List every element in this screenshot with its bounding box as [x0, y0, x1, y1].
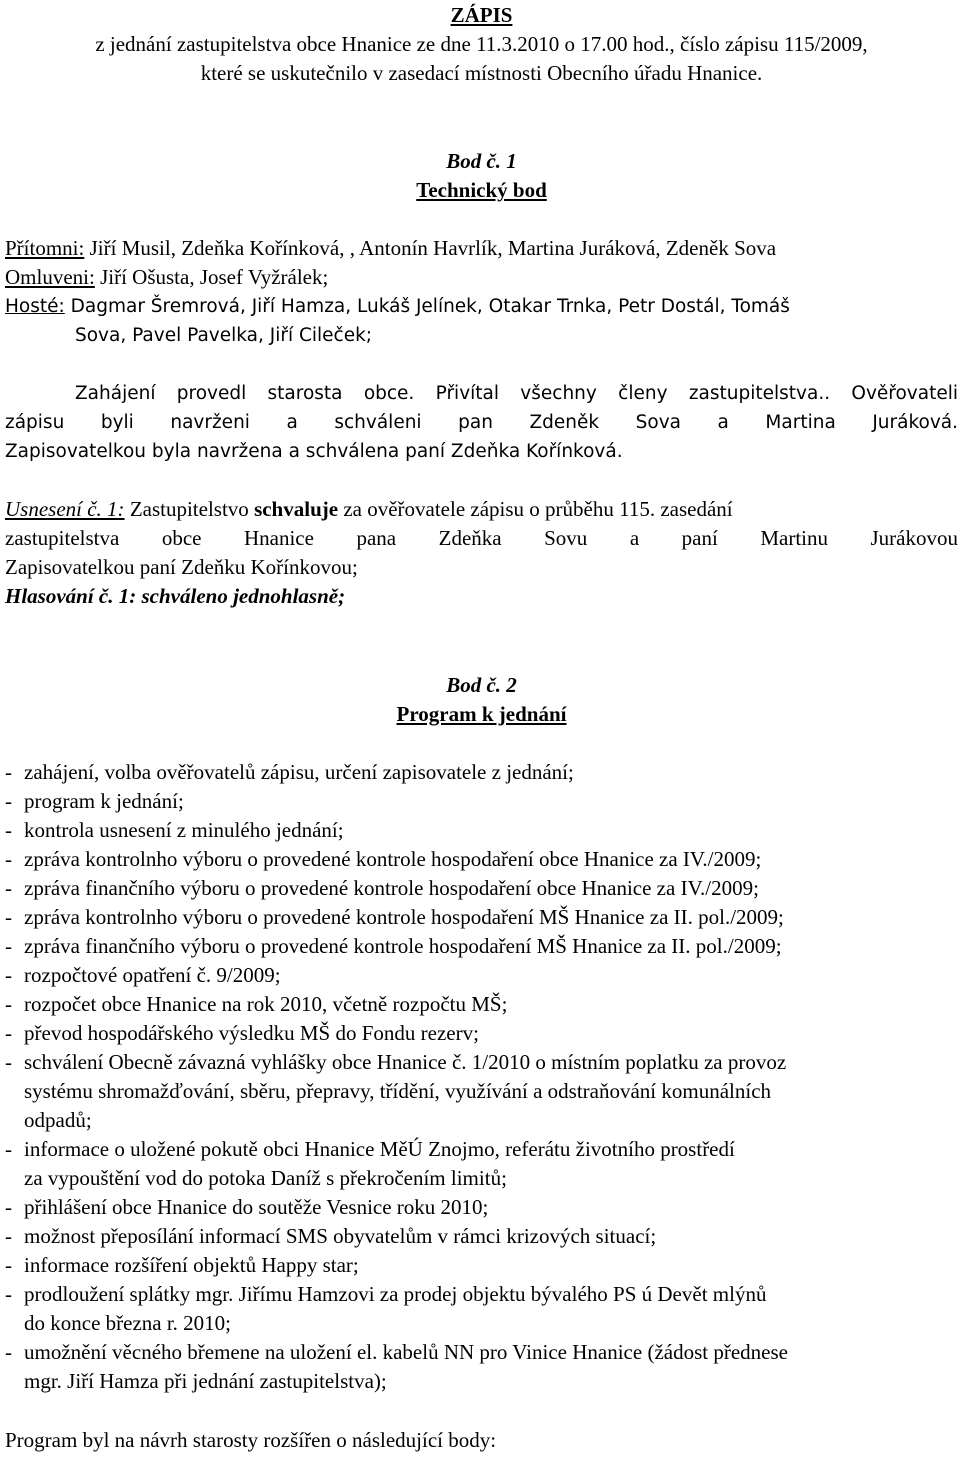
list-item	[5, 846, 958, 873]
list-dash: -	[5, 818, 12, 842]
guests-label: Hosté:	[5, 296, 65, 317]
list-dash: -	[5, 847, 12, 871]
resolution-text-b: za ověřovatele zápisu o průběhu 115. zasedání	[338, 497, 733, 521]
list-dash: -	[5, 1021, 12, 1045]
list-item	[5, 759, 958, 786]
resolution-verb: schvaluje	[254, 497, 339, 521]
excused-names: Jiří Ošusta, Josef Vyžrálek;	[94, 265, 329, 289]
list-item	[5, 991, 958, 1018]
list-item	[5, 1049, 958, 1076]
resolution-line-1	[5, 496, 958, 523]
list-item	[5, 962, 958, 989]
list-item-text: přihlášení obce Hnanice do soutěže Vesnice roku 2010;	[24, 1195, 489, 1219]
bod-1-number: Bod č. 1	[446, 149, 517, 173]
list-dash: -	[5, 1224, 12, 1248]
list-item	[5, 1136, 958, 1163]
list-dash: -	[5, 1253, 12, 1277]
list-item-text: zahájení, volba ověřovatelů zápisu, určení zapisovatele z jednání;	[24, 760, 574, 784]
present-label: Přítomni:	[5, 236, 85, 260]
list-item	[5, 875, 958, 902]
list-item	[5, 817, 958, 844]
list-dash: -	[5, 876, 12, 900]
list-item-text: informace rozšíření objektů Happy star;	[24, 1253, 359, 1277]
list-item-text: převod hospodářského výsledku MŠ do Fondu rezerv;	[24, 1021, 479, 1045]
present-names: Jiří Musil, Zdeňka Kořínková, , Antonín Havrlík, Martina Juráková, Zdeněk Sova	[84, 236, 777, 260]
list-dash: -	[5, 1137, 12, 1161]
list-item-continuation: odpadů;	[24, 1108, 92, 1132]
guests-names-1: Dagmar Šremrová, Jiří Hamza, Lukáš Jelínek, Otakar Trnka, Petr Dostál, Tomáš	[64, 296, 790, 317]
list-item	[5, 1339, 958, 1366]
list-item-continuation: za vypouštění vod do potoka Daníž s překročením limitů;	[24, 1166, 507, 1190]
list-item-text: možnost přeposílání informací SMS obyvatelům v rámci krizových situací;	[24, 1224, 657, 1248]
resolution-line-3: Zapisovatelkou paní Zdeňku Kořínkovou;	[5, 555, 358, 579]
list-dash: -	[5, 963, 12, 987]
list-dash: -	[5, 1282, 12, 1306]
list-item-continuation: systému shromažďování, sběru, přepravy, třídění, využívání a odstraňování komunálních	[24, 1079, 772, 1103]
list-dash: -	[5, 905, 12, 929]
resolution-text-a: Zastupitelstvo	[124, 497, 255, 521]
guests-line-1	[5, 293, 958, 320]
list-item-text: zpráva finančního výboru o provedené kontrole hospodaření obce Hnanice za IV./2009;	[24, 876, 759, 900]
list-item	[5, 904, 958, 931]
list-item	[5, 788, 958, 815]
excused-line	[5, 264, 958, 291]
list-item-text: kontrola usnesení z minulého jednání;	[24, 818, 344, 842]
list-item-text: zpráva kontrolnho výboru o provedené kontrole hospodaření obce Hnanice za IV./2009;	[24, 847, 762, 871]
present-line	[5, 235, 958, 262]
list-dash: -	[5, 1195, 12, 1219]
guests-line-2: Sova, Pavel Pavelka, Jiří Cileček;	[75, 325, 373, 346]
list-dash: -	[5, 789, 12, 813]
document-title: ZÁPIS	[450, 3, 513, 27]
bod-1-heading: Technický bod	[416, 178, 547, 202]
list-item-text: rozpočtové opatření č. 9/2009;	[24, 963, 281, 987]
program-footer-text: Program byl na návrh starosty rozšířen o následující body:	[5, 1428, 497, 1452]
list-item-text: rozpočet obce Hnanice na rok 2010, včetně rozpočtu MŠ;	[24, 992, 508, 1016]
list-item	[5, 1194, 958, 1221]
intro-line-2: zápisu byli navrženi a schváleni pan Zdeněk Sova a Martina Juráková.	[5, 412, 958, 433]
list-item	[5, 933, 958, 960]
list-item-text: prodloužení splátky mgr. Jiřímu Hamzovi za prodej objektu bývalého PS ú Devět mlýnů	[24, 1282, 767, 1306]
list-item	[5, 1252, 958, 1279]
header-line-2: které se uskutečnilo v zasedací místnosti Obecního úřadu Hnanice.	[200, 61, 763, 85]
list-item-text: schválení Obecně závazná vyhlášky obce Hnanice č. 1/2010 o místním poplatku za provoz	[24, 1050, 787, 1074]
list-dash: -	[5, 1340, 12, 1364]
list-dash: -	[5, 992, 12, 1016]
bod-2-heading: Program k jednání	[396, 702, 567, 726]
list-item-text: program k jednání;	[24, 789, 184, 813]
list-item	[5, 1223, 958, 1250]
excused-label: Omluveni:	[5, 265, 95, 289]
list-item	[5, 1020, 958, 1047]
intro-line-3: Zapisovatelkou byla navržena a schválena paní Zdeňka Kořínková.	[5, 441, 623, 462]
list-dash: -	[5, 1050, 12, 1074]
list-item-text: umožnění věcného břemene na uložení el. kabelů NN pro Vinice Hnanice (žádost přednese	[24, 1340, 788, 1364]
intro-line-1: Zahájení provedl starosta obce. Přivítal všechny členy zastupitelstva.. Ověřovateli	[75, 383, 958, 404]
list-dash: -	[5, 934, 12, 958]
list-item-text: zpráva finančního výboru o provedené kontrole hospodaření MŠ Hnanice za II. pol./2009;	[24, 934, 782, 958]
list-item-continuation: do konce března r. 2010;	[24, 1311, 232, 1335]
list-item-continuation: mgr. Jiří Hamza při jednání zastupitelstva);	[24, 1369, 387, 1393]
list-item-text: informace o uložené pokutě obci Hnanice MěÚ Znojmo, referátu životního prostředí	[24, 1137, 735, 1161]
list-item-text: zpráva kontrolnho výboru o provedené kontrole hospodaření MŠ Hnanice za II. pol./2009;	[24, 905, 784, 929]
resolution-label: Usnesení č. 1:	[5, 497, 125, 521]
header-line-1: z jednání zastupitelstva obce Hnanice ze dne 11.3.2010 o 17.00 hod., číslo zápisu 115/2009,	[95, 32, 868, 56]
list-dash: -	[5, 760, 12, 784]
resolution-line-2: zastupitelstva obce Hnanice pana Zdeňka Sovu a paní Martinu Jurákovou	[5, 526, 958, 550]
vote-line: Hlasování č. 1: schváleno jednohlasně;	[5, 584, 346, 608]
bod-2-number: Bod č. 2	[446, 673, 517, 697]
list-item	[5, 1281, 958, 1308]
